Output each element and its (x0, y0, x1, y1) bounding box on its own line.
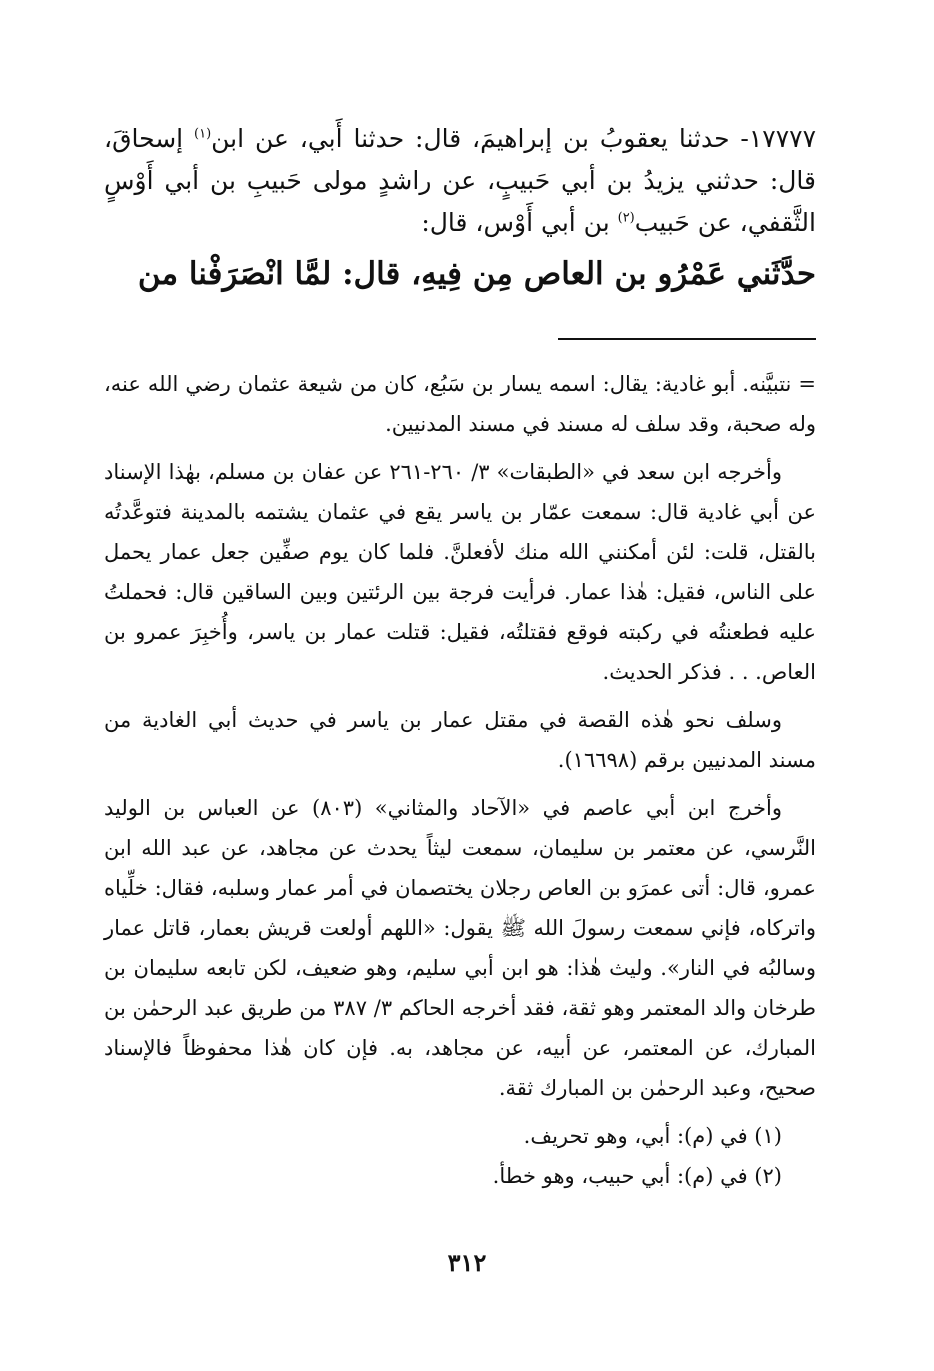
footnote-2: (٢) في (م): أبي حبيب، وهو خطأ. (492, 1164, 782, 1188)
commentary-notes (104, 364, 816, 1196)
page-number: ٣١٢ (447, 1248, 487, 1277)
commentary-paragraph: = نتبيَّنه. أبو غادية: يقال: اسمه يسار بن سَبُع، كان من شيعة عثمان رضي الله عنه، وله صحبة، وقد سلف له مسند في مسند المدنيين. (104, 372, 816, 436)
hadith-matn: حدَّثَني عَمْرُو بن العاص مِن فِيهِ، قال: لمَّا انْصَرَفْنا من (137, 256, 816, 292)
hadith-isnad (104, 118, 816, 244)
hadith-text-3: بن أبي أَوْس، قال: (421, 208, 618, 237)
footnote-marker-2[interactable]: (٢) (617, 210, 635, 226)
hadith-text-1: ١٧٧٧٧- حدثنا يعقوبُ بن إبراهيمَ، قال: حدثنا أَبي، عن ابن (211, 124, 817, 153)
footnote-marker-1[interactable]: (١) (194, 126, 212, 142)
footnote-1: (١) في (م): أبي، وهو تحريف. (523, 1124, 782, 1148)
commentary-paragraph: وأخرج ابن أبي عاصم في «الآحاد والمثاني» (٨٠٣) عن العباس بن الوليد النَّرسي، عن معتمر بن سليمان، سمعت ليثاً يحدث عن مجاهد، عن عبد الله ابن عمرو، قال: أتى عمرَو بن العاص رجلان يختصمان في أمر عمار وسلبه، فقال: خلِّياه واتركاه، فإني سمعت رسولَ الله ﷺ يقول: «اللهم أولعت قريش بعمار، قاتل عمار وسالبُه في النار». وليث هٰذا: هو ابن أبي سليم، وهو ضعيف، لكن تابعه سليمان بن طرخان والد المعتمر وهو ثقة، فقد أخرجه الحاكم ٣/ ٣٨٧ من طريق عبد الرحمٰن بن المبارك، عن المعتمر، عن أبيه، عن مجاهد، به. فإن كان هٰذا محفوظاً فالإسناد صحيح، وعبد الرحمٰن بن المبارك ثقة. (104, 796, 816, 1100)
footnote-separator (558, 338, 816, 340)
commentary-paragraph: وسلف نحو هٰذه القصة في مقتل عمار بن ياسر في حديث أبي الغادية من مسند المدنيين برقم (١٦٦٩٨). (104, 708, 816, 772)
hadith-text-2: إسحاقَ، قال: حدثني يزيدُ بن أبي حَبيبٍ، عن راشدٍ مولى حَبيبِ بن أبي أَوْسٍ الثَّقفي، عن حَبيب (104, 124, 816, 237)
page-body (104, 118, 816, 1196)
commentary-paragraph: وأخرجه ابن سعد في «الطبقات» ٣/ ٢٦٠-٢٦١ عن عفان بن مسلم، بهٰذا الإسناد عن أبي غادية قال: سمعت عمّار بن ياسر يقع في عثمان يشتمه بالمدينة فتوعَّدتُه بالقتل، قلت: لئن أمكنني الله منك لأفعلنَّ. فلما كان يوم صفِّين جعل عمار يحمل على الناس، فقيل: هٰذا عمار. فرأيت فرجة بين الرئتين وبين الساقين قال: فحملتُ عليه فطعنتُه في ركبته فوقع فقتلتُه، فقيل: قتلت عمار بن ياسر، وأُخبِرَ عمرو بن العاص. . . فذكر الحديث. (104, 460, 816, 684)
